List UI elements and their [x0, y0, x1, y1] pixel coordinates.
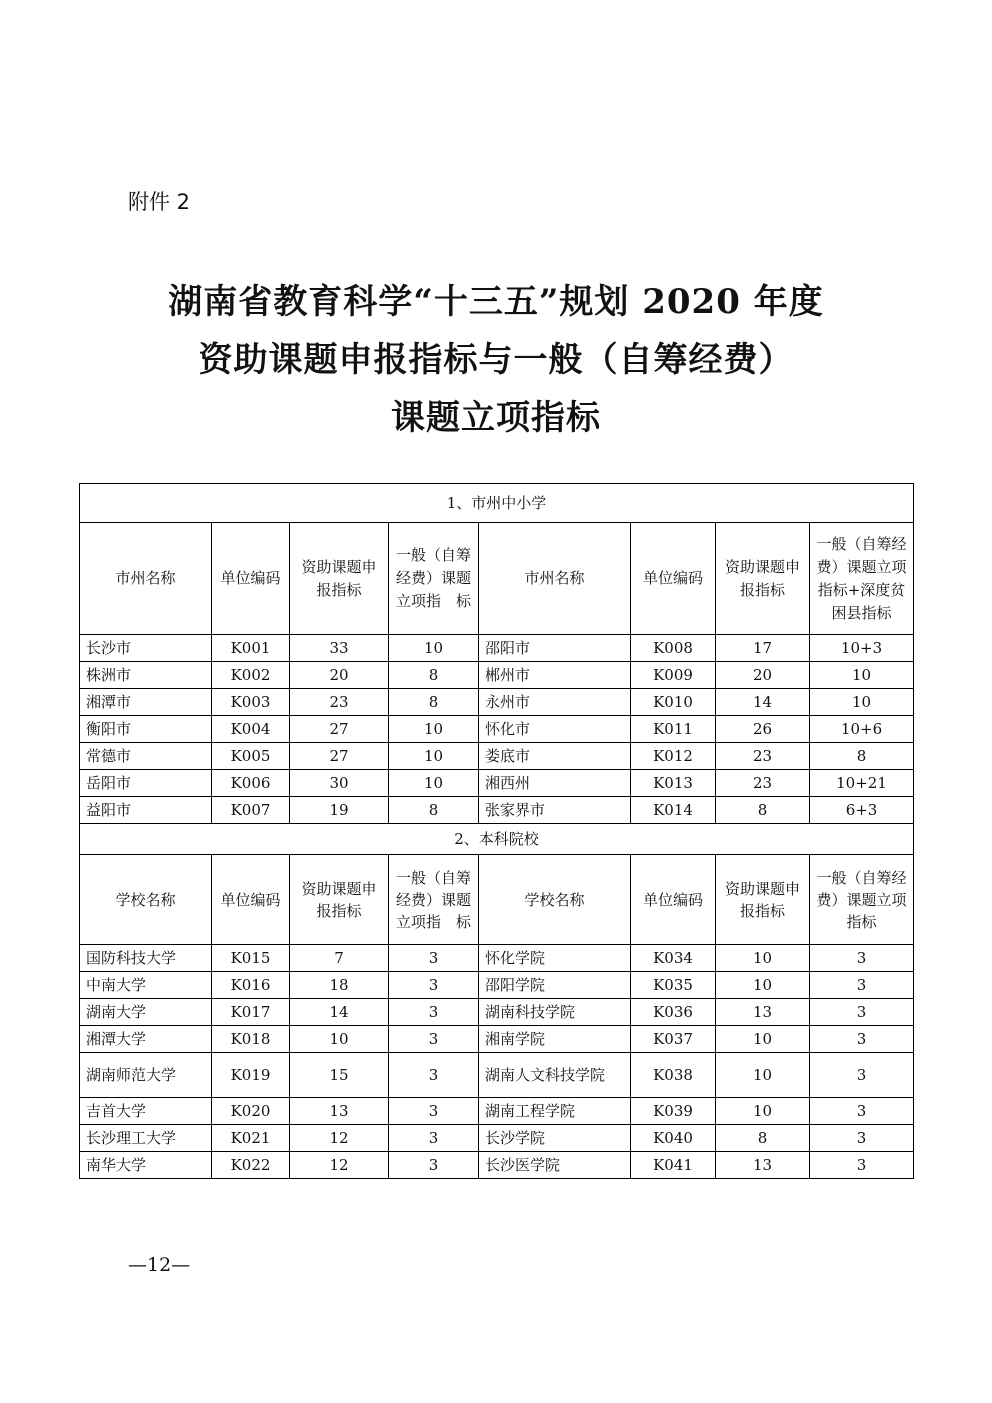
table-cell: 湖南科技学院 — [479, 999, 631, 1026]
table-cell: 8 — [389, 797, 479, 824]
table-cell: 湘西州 — [479, 770, 631, 797]
table-row — [80, 945, 914, 972]
table-cell: 3 — [389, 1026, 479, 1053]
column-header: 单位编码 — [631, 855, 716, 945]
table-cell: 8 — [716, 797, 810, 824]
table-cell: 8 — [716, 1125, 810, 1152]
column-header: 资助课题申报指标 — [716, 523, 810, 635]
column-header: 市州名称 — [80, 523, 212, 635]
document-title-line-2: 资助课题申报指标与一般（自筹经费） — [198, 340, 794, 380]
page-number: —12— — [128, 1254, 191, 1276]
table-cell: K018 — [212, 1026, 290, 1053]
table-cell: 3 — [810, 945, 914, 972]
table-cell: 3 — [810, 972, 914, 999]
table-cell: K019 — [212, 1053, 290, 1098]
table-cell: 10 — [810, 662, 914, 689]
table-cell: 3 — [810, 1125, 914, 1152]
table-cell: 13 — [716, 999, 810, 1026]
table-cell: 湖南工程学院 — [479, 1098, 631, 1125]
table-cell: 湖南师范大学 — [80, 1053, 212, 1098]
table-cell: 中南大学 — [80, 972, 212, 999]
table-cell: 吉首大学 — [80, 1098, 212, 1125]
table-cell: 娄底市 — [479, 743, 631, 770]
table-cell: 湖南人文科技学院 — [479, 1053, 631, 1098]
table-cell: K010 — [631, 689, 716, 716]
table-row — [80, 1125, 914, 1152]
table-cell: 8 — [389, 689, 479, 716]
table-cell: 长沙理工大学 — [80, 1125, 212, 1152]
table-cell: K022 — [212, 1152, 290, 1179]
column-header: 一般（自筹经费）课题立项指标+深度贫困县指标 — [810, 523, 914, 635]
table-cell: 南华大学 — [80, 1152, 212, 1179]
table-cell: 3 — [389, 972, 479, 999]
table-row — [80, 662, 914, 689]
table-cell: 13 — [290, 1098, 389, 1125]
column-header: 单位编码 — [212, 855, 290, 945]
table-cell: K002 — [212, 662, 290, 689]
table-cell: 湘潭市 — [80, 689, 212, 716]
table-cell: 23 — [290, 689, 389, 716]
table-cell: 15 — [290, 1053, 389, 1098]
table-cell: 7 — [290, 945, 389, 972]
table-row — [80, 1098, 914, 1125]
table-cell: 19 — [290, 797, 389, 824]
table-cell: 3 — [389, 1098, 479, 1125]
section-1-header-row — [80, 523, 914, 635]
table-cell: K040 — [631, 1125, 716, 1152]
table-cell: K014 — [631, 797, 716, 824]
table-cell: 8 — [389, 662, 479, 689]
table-cell: 10+3 — [810, 635, 914, 662]
table-cell: 12 — [290, 1152, 389, 1179]
table-row — [80, 972, 914, 999]
table-cell: 33 — [290, 635, 389, 662]
table-cell: K005 — [212, 743, 290, 770]
table-row — [80, 635, 914, 662]
table-cell: 益阳市 — [80, 797, 212, 824]
table-cell: 27 — [290, 716, 389, 743]
document-title-line-1: 湖南省教育科学“十三五”规划 2020 年度 — [168, 282, 824, 322]
table-cell: 3 — [810, 1026, 914, 1053]
table-cell: 20 — [716, 662, 810, 689]
table-cell: K008 — [631, 635, 716, 662]
section-2-header-row — [80, 855, 914, 945]
attachment-label: 附件 2 — [128, 190, 191, 214]
table-cell: 永州市 — [479, 689, 631, 716]
table-cell: 郴州市 — [479, 662, 631, 689]
table-cell: 长沙学院 — [479, 1125, 631, 1152]
column-header: 一般（自筹经费）课题立项指标 — [810, 855, 914, 945]
table-row — [80, 1053, 914, 1098]
table-cell: 10 — [716, 972, 810, 999]
table-cell: K013 — [631, 770, 716, 797]
table-cell: 3 — [810, 1152, 914, 1179]
table-cell: 12 — [290, 1125, 389, 1152]
table-cell: 3 — [389, 945, 479, 972]
column-header: 单位编码 — [212, 523, 290, 635]
column-header: 资助课题申报指标 — [290, 855, 389, 945]
table-cell: 10+21 — [810, 770, 914, 797]
table-cell: 常德市 — [80, 743, 212, 770]
table-cell: 27 — [290, 743, 389, 770]
table-cell: 株洲市 — [80, 662, 212, 689]
table-cell: 13 — [716, 1152, 810, 1179]
table-cell: 3 — [389, 1125, 479, 1152]
column-header: 学校名称 — [80, 855, 212, 945]
table-cell: 邵阳学院 — [479, 972, 631, 999]
table-cell: 30 — [290, 770, 389, 797]
table-cell: K017 — [212, 999, 290, 1026]
table-cell: 3 — [810, 1098, 914, 1125]
table-cell: 湘潭大学 — [80, 1026, 212, 1053]
table-cell: K011 — [631, 716, 716, 743]
column-header: 学校名称 — [479, 855, 631, 945]
table-cell: 14 — [716, 689, 810, 716]
table-cell: 10 — [716, 1098, 810, 1125]
document-title-line-3: 课题立项指标 — [391, 398, 601, 438]
table-cell: 10 — [716, 1053, 810, 1098]
table-cell: 6+3 — [810, 797, 914, 824]
column-header: 市州名称 — [479, 523, 631, 635]
table-cell: K020 — [212, 1098, 290, 1125]
table-row — [80, 689, 914, 716]
table-cell: 3 — [810, 999, 914, 1026]
table-cell: K012 — [631, 743, 716, 770]
table-row — [80, 743, 914, 770]
table-cell: K034 — [631, 945, 716, 972]
table-row — [80, 797, 914, 824]
table-cell: 湘南学院 — [479, 1026, 631, 1053]
table-cell: 10 — [716, 945, 810, 972]
column-header: 单位编码 — [631, 523, 716, 635]
table-cell: K035 — [631, 972, 716, 999]
column-header: 一般（自筹经费）课题立项指 标 — [389, 523, 479, 635]
table-cell: K003 — [212, 689, 290, 716]
table-cell: 10 — [290, 1026, 389, 1053]
table-cell: 10 — [389, 770, 479, 797]
table-cell: K009 — [631, 662, 716, 689]
table-cell: K006 — [212, 770, 290, 797]
table-cell: 3 — [389, 1053, 479, 1098]
table-row — [80, 1026, 914, 1053]
table-cell: 3 — [810, 1053, 914, 1098]
table-cell: 湖南大学 — [80, 999, 212, 1026]
table-cell: 国防科技大学 — [80, 945, 212, 972]
table-cell: 3 — [389, 999, 479, 1026]
table-cell: K001 — [212, 635, 290, 662]
table-cell: 10 — [389, 635, 479, 662]
table-cell: 23 — [716, 743, 810, 770]
table-cell: 长沙市 — [80, 635, 212, 662]
table-cell: K036 — [631, 999, 716, 1026]
section-2-heading: 2、本科院校 — [80, 824, 914, 855]
column-header: 资助课题申报指标 — [290, 523, 389, 635]
table-cell: 26 — [716, 716, 810, 743]
table-cell: 10 — [389, 743, 479, 770]
table-cell: 10 — [716, 1026, 810, 1053]
table-cell: K037 — [631, 1026, 716, 1053]
table-cell: 10+6 — [810, 716, 914, 743]
table-row — [80, 999, 914, 1026]
table-cell: K039 — [631, 1098, 716, 1125]
table-cell: K016 — [212, 972, 290, 999]
table-cell: 长沙医学院 — [479, 1152, 631, 1179]
table-cell: 张家界市 — [479, 797, 631, 824]
table-cell: 怀化学院 — [479, 945, 631, 972]
table-cell: 14 — [290, 999, 389, 1026]
table-cell: 23 — [716, 770, 810, 797]
section-1-heading: 1、市州中小学 — [80, 484, 914, 523]
table-cell: 10 — [389, 716, 479, 743]
table-cell: 20 — [290, 662, 389, 689]
table-cell: 8 — [810, 743, 914, 770]
table-cell: K007 — [212, 797, 290, 824]
table-cell: 18 — [290, 972, 389, 999]
table-row — [80, 716, 914, 743]
table-row — [80, 1152, 914, 1179]
table-cell: 岳阳市 — [80, 770, 212, 797]
column-header: 一般（自筹经费）课题立项指 标 — [389, 855, 479, 945]
table-cell: 17 — [716, 635, 810, 662]
table-cell: K038 — [631, 1053, 716, 1098]
table-cell: 怀化市 — [479, 716, 631, 743]
table-row — [80, 770, 914, 797]
table-cell: K004 — [212, 716, 290, 743]
table-cell: 10 — [810, 689, 914, 716]
column-header: 资助课题申报指标 — [716, 855, 810, 945]
table-cell: 3 — [389, 1152, 479, 1179]
table-cell: K021 — [212, 1125, 290, 1152]
table-cell: K015 — [212, 945, 290, 972]
table-cell: 邵阳市 — [479, 635, 631, 662]
quota-table — [79, 483, 914, 1179]
table-cell: 衡阳市 — [80, 716, 212, 743]
table-cell: K041 — [631, 1152, 716, 1179]
